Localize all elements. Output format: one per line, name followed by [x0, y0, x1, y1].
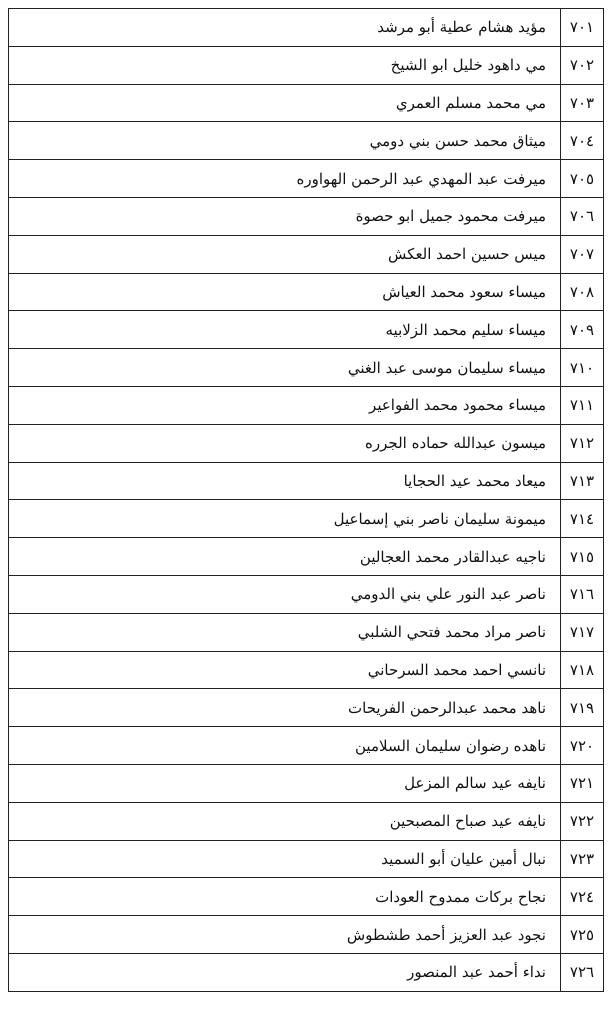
table-row [9, 424, 604, 462]
table-row [9, 953, 604, 991]
row-number: ٧٠٢ [561, 46, 604, 84]
row-number: ٧٢٥ [561, 916, 604, 954]
table-row [9, 802, 604, 840]
row-number: ٧١١ [561, 386, 604, 424]
table-row [9, 651, 604, 689]
table-row [9, 273, 604, 311]
table-row [9, 46, 604, 84]
table-row [9, 349, 604, 387]
row-name: ناهده رضوان سليمان السلامين [9, 727, 561, 765]
row-number: ٧١٣ [561, 462, 604, 500]
table-row [9, 878, 604, 916]
names-table [8, 8, 604, 992]
row-number: ٧١٠ [561, 349, 604, 387]
row-name: ميس حسين احمد العكش [9, 235, 561, 273]
row-name: مي محمد مسلم العمري [9, 84, 561, 122]
row-number: ٧١٩ [561, 689, 604, 727]
row-number: ٧٠٩ [561, 311, 604, 349]
row-name: نجود عبد العزيز أحمد طشطوش [9, 916, 561, 954]
table-row [9, 160, 604, 198]
row-number: ٧٢٠ [561, 727, 604, 765]
table-row [9, 311, 604, 349]
table-row [9, 764, 604, 802]
row-number: ٧٢٦ [561, 953, 604, 991]
row-name: نجاح بركات ممدوح العودات [9, 878, 561, 916]
row-number: ٧٢٣ [561, 840, 604, 878]
table-row [9, 235, 604, 273]
row-name: ميساء سعود محمد العياش [9, 273, 561, 311]
row-name: ناصر مراد محمد فتحي الشلبي [9, 613, 561, 651]
row-name: نانسي احمد محمد السرحاني [9, 651, 561, 689]
row-number: ٧٠٤ [561, 122, 604, 160]
row-number: ٧٢٢ [561, 802, 604, 840]
table-row [9, 84, 604, 122]
row-name: ميساء محمود محمد الفواعير [9, 386, 561, 424]
table-row [9, 462, 604, 500]
row-name: نبال أمين عليان أبو السميد [9, 840, 561, 878]
row-name: مؤيد هشام عطية أبو مرشد [9, 9, 561, 47]
row-name: ميمونة سليمان ناصر بني إسماعيل [9, 500, 561, 538]
row-name: ميساء سليم محمد الزلابيه [9, 311, 561, 349]
row-name: نايفه عيد سالم المزعل [9, 764, 561, 802]
row-number: ٧٠٥ [561, 160, 604, 198]
table-row [9, 689, 604, 727]
row-number: ٧٢١ [561, 764, 604, 802]
row-number: ٧٢٤ [561, 878, 604, 916]
table-row [9, 727, 604, 765]
row-number: ٧١٨ [561, 651, 604, 689]
table-row [9, 613, 604, 651]
row-number: ٧٠٨ [561, 273, 604, 311]
row-number: ٧١٧ [561, 613, 604, 651]
row-number: ٧٠٦ [561, 197, 604, 235]
row-name: مي داهود خليل ابو الشيخ [9, 46, 561, 84]
row-number: ٧١٥ [561, 538, 604, 576]
names-table-body [9, 9, 604, 992]
table-row [9, 197, 604, 235]
table-row [9, 575, 604, 613]
row-number: ٧١٦ [561, 575, 604, 613]
row-name: ناجيه عبدالقادر محمد العجالين [9, 538, 561, 576]
table-row [9, 840, 604, 878]
row-name: ناهد محمد عبدالرحمن الفريحات [9, 689, 561, 727]
row-name: ميرفت محمود جميل ابو حصوة [9, 197, 561, 235]
row-name: ميثاق محمد حسن بني دومي [9, 122, 561, 160]
table-row [9, 500, 604, 538]
table-row [9, 538, 604, 576]
table-row [9, 9, 604, 47]
row-number: ٧١٢ [561, 424, 604, 462]
row-name: ميعاد محمد عيد الحجايا [9, 462, 561, 500]
row-name: نداء أحمد عبد المنصور [9, 953, 561, 991]
row-number: ٧٠٣ [561, 84, 604, 122]
table-row [9, 122, 604, 160]
row-name: ميسون عبدالله حماده الجرره [9, 424, 561, 462]
row-number: ٧٠٧ [561, 235, 604, 273]
row-name: ميرفت عبد المهدي عبد الرحمن الهواوره [9, 160, 561, 198]
row-name: نايفه عيد صباح المصبحين [9, 802, 561, 840]
row-name: ميساء سليمان موسى عبد الغني [9, 349, 561, 387]
row-number: ٧٠١ [561, 9, 604, 47]
row-name: ناصر عبد النور علي بني الدومي [9, 575, 561, 613]
table-row [9, 386, 604, 424]
table-row [9, 916, 604, 954]
row-number: ٧١٤ [561, 500, 604, 538]
